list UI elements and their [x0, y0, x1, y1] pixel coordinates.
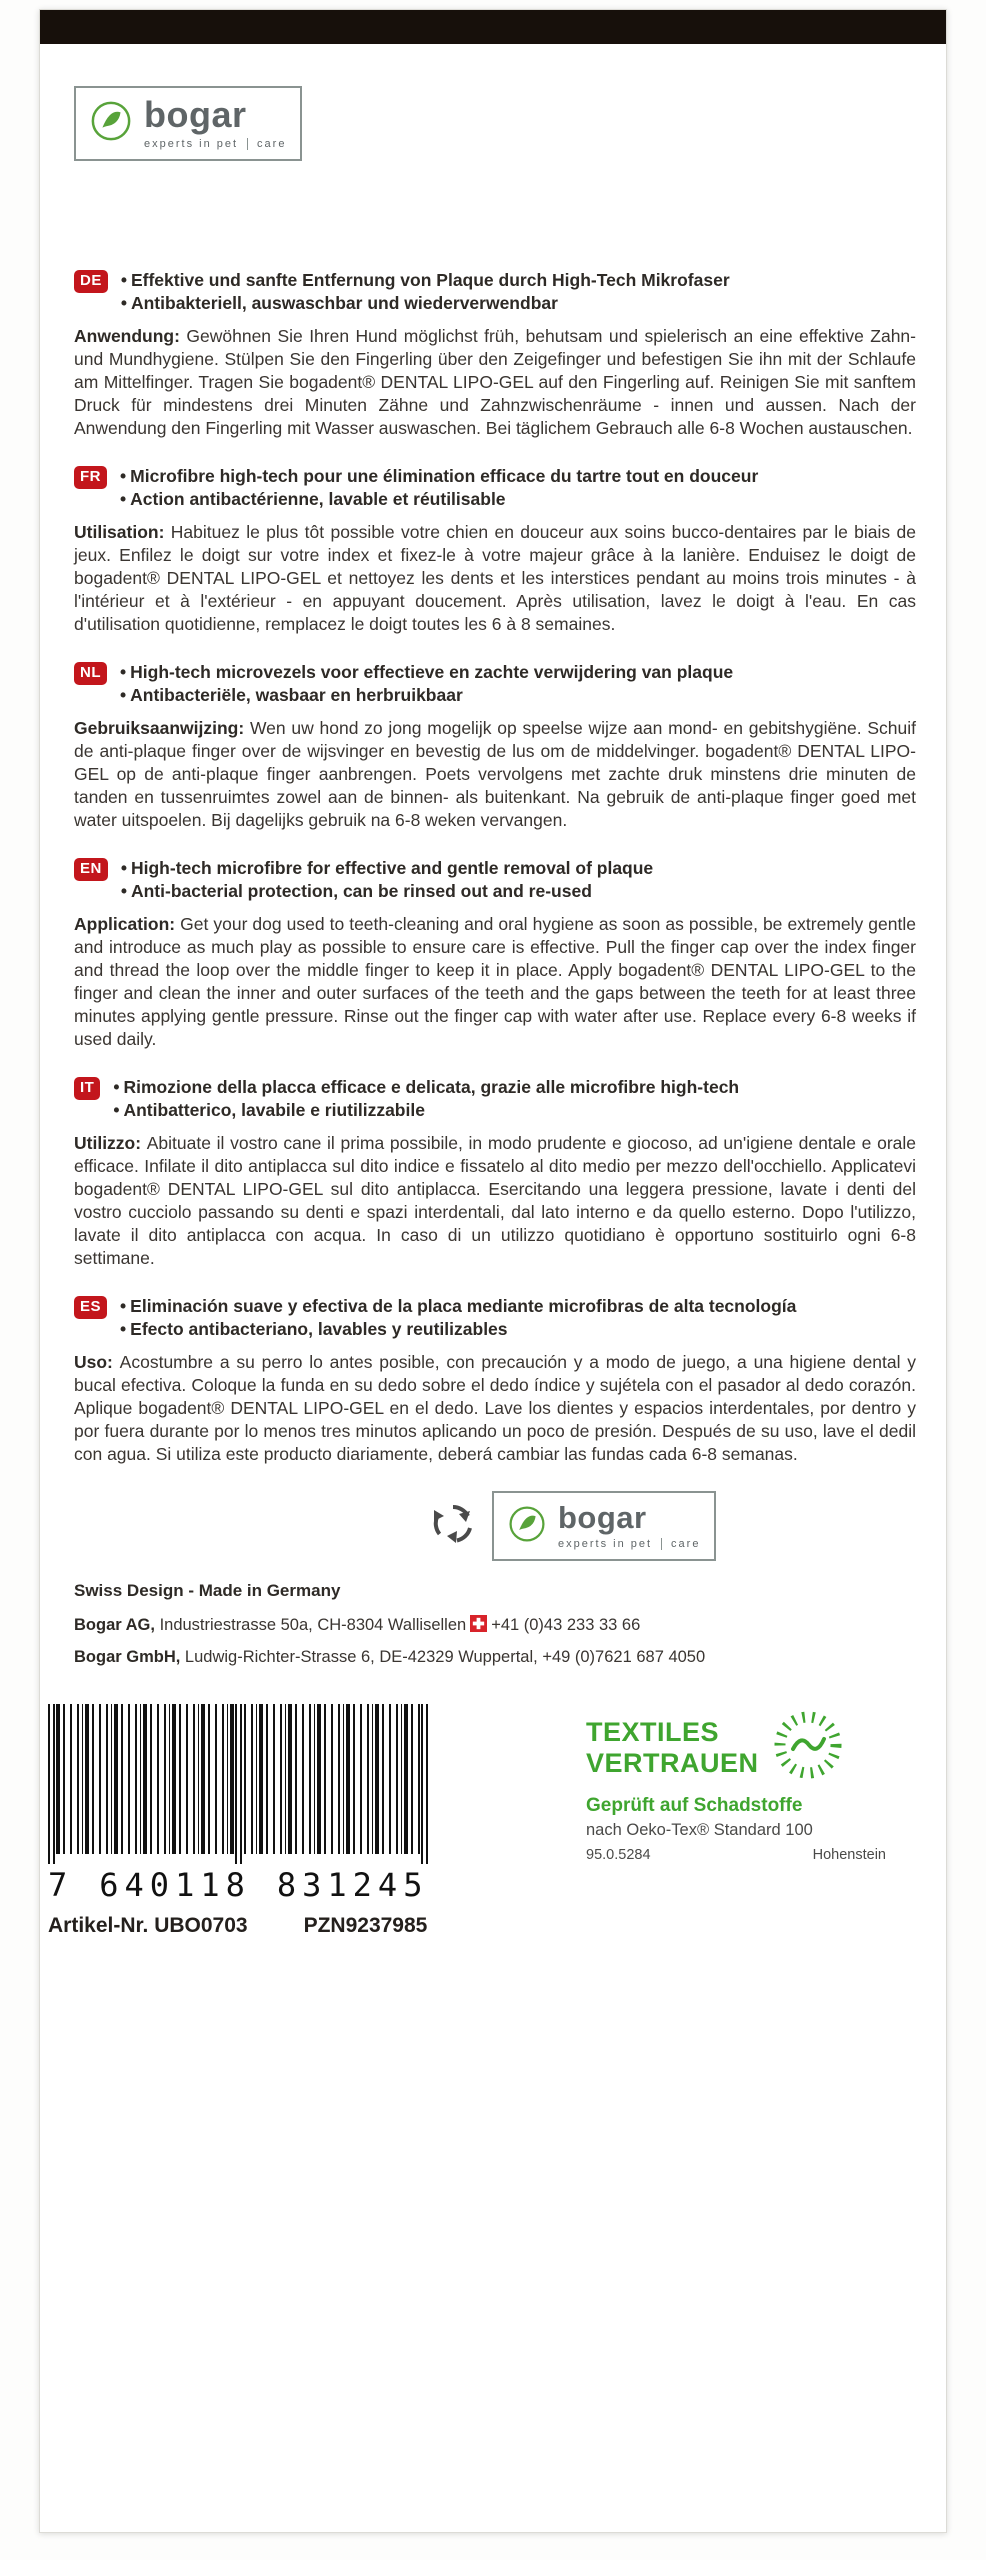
bullet-list: [121, 269, 730, 315]
barcode-digit-group: 831245: [276, 1866, 429, 1904]
brand-tagline-left: experts in pet: [558, 1538, 653, 1550]
language-section-en: [74, 857, 916, 1051]
bullet-dot: •: [120, 685, 127, 705]
bullet-dot: •: [120, 489, 127, 509]
usage-body: Habituez le plus tôt possible votre chien en douceur aux soins bucco-dentaires par le biais de jeux. Enfilez le doigt sur votre index et fixez-le à votre majeur grâce à la lanière. Enduisez le doigt de bogadent® DENTAL LIPO-GEL et nettoyez les dents et les interstices pendant au moins trois minutes - à l'intérieur et à l'extérieur - en appuyant doucement. Après utilisation, lavez le doigt à l'eau. En cas d'utilisation quotidienne, remplacez le doigt toutes les 6 à 8 semaines.: [74, 522, 916, 634]
bullet-list: [120, 1295, 796, 1341]
language-section-fr: [74, 465, 916, 636]
bullet-dot: •: [120, 662, 127, 682]
bullet-line: [113, 1099, 739, 1122]
bottom-row: [48, 1704, 916, 1938]
bullet-dot: •: [113, 1077, 120, 1097]
bullet-text: Microfibre high-tech pour une élimination efficace du tartre tout en douceur: [130, 466, 759, 486]
oeko-tex-header: [586, 1708, 916, 1787]
usage-body: Acostumbre a su perro lo antes posible, con precaución y a modo de juego, a una higiene dental y bucal efectiva. Coloque la funda en su dedo sobre el dedo índice y sujétela con el pasador al dedo corazón. Aplique bogadent® DENTAL LIPO-GEL en el dedo. Lave los dientes y espacios interdentales, por dentro y por fuera durante por lo menos tres minutos aplicando un poco de presión. Después de su uso, lave el dedil con agua. Si utiliza este producto diariamente, deberá cambiar las fundas cada 6-8 semanas.: [74, 1352, 916, 1464]
oeko-tex-title-line2: VERTRAUEN: [586, 1747, 759, 1778]
bullet-text: Effektive und sanfte Entfernung von Plaque durch High-Tech Mikrofaser: [130, 270, 730, 290]
usage-paragraph: [74, 1351, 916, 1466]
brand-name: bogar: [144, 94, 247, 135]
origin-line: Swiss Design - Made in Germany: [74, 1581, 341, 1600]
sunburst-icon: [771, 1708, 845, 1787]
language-badge: ES: [74, 1296, 107, 1319]
pzn-number: PZN9237985: [303, 1914, 428, 1937]
barcode-digit-group: 640118: [99, 1866, 251, 1904]
oeko-tex-label: [586, 1704, 916, 1863]
bullet-line: [120, 1318, 796, 1341]
usage-heading: Utilisation:: [74, 522, 171, 542]
bullet-text: Anti-bacterial protection, can be rinsed out and re-used: [130, 881, 592, 901]
bullets-row: [74, 1076, 916, 1122]
recycle-icon: [430, 1501, 476, 1552]
usage-paragraph: [74, 717, 916, 832]
language-badge: IT: [74, 1077, 100, 1100]
brand-tagline-right: care: [671, 1538, 701, 1550]
bullet-line: [121, 292, 730, 315]
bullets-row: [74, 465, 916, 511]
usage-heading: Utilizzo:: [74, 1133, 147, 1153]
bullet-line: [120, 1295, 796, 1318]
usage-paragraph: [74, 913, 916, 1051]
usage-body: Wen uw hond zo jong mogelijk op speelse wijze aan mond- en gebitshygiëne. Schuif de anti-plaque finger over de wijsvinger en bevestig de lus om de middelvinger. bogadent® DENTAL LIPO-GEL op de anti-plaque finger aanbrengen. Poets vervolgens met zachte druk minstens drie minuten de tanden en tussenruimtes zowel aan de binnen- als buitenkant. Na gebruik de anti-plaque finger goed met water uitspoelen. Bij dagelijks gebruik na 6-8 weken vervangen.: [74, 718, 916, 830]
bullet-text: High-tech microfibre for effective and gentle removal of plaque: [130, 858, 654, 878]
company-address-1: [74, 1613, 946, 1640]
bullet-dot: •: [120, 1296, 127, 1316]
bullet-line: [120, 661, 733, 684]
usage-body: Gewöhnen Sie Ihren Hund möglichst früh, behutsam und spielerisch an eine effektive Zahn- und Mundhygiene. Stülpen Sie den Fingerling über den Zeigefinger und befestigen Sie ihn mit der Schlaufe am Mittelfinger. Tragen Sie bogadent® DENTAL LIPO-GEL auf den Fingerling auf. Reinigen Sie mit sanftem Druck für mindestens drei Minuten Zähne und Zahnzwischenräume - innen und aussen. Nach der Anwendung den Fingerling mit Wasser auswaschen. Bei täglichem Gebrauch alle 6-8 Wochen austauschen.: [74, 326, 916, 438]
bullet-line: [121, 880, 653, 903]
brand-tagline: [144, 138, 286, 150]
swiss-flag-icon: [470, 1615, 487, 1640]
oeko-tex-footer: [586, 1847, 886, 1863]
usage-body: Get your dog used to teeth-cleaning and oral hygiene as soon as possible, be extremely gentle and introduce as much play as possible to ensure care is effective. Pull the finger cap over the index finger and thread the loop over the middle finger to keep it in place. Apply bogadent® DENTAL LIPO-GEL to the finger and clean the inner and outer surfaces of the teeth and the gaps between the teeth for at least three minutes applying gentle pressure. Rinse out the finger cap with water after use. Replace every 6-8 weeks if used daily.: [74, 914, 916, 1049]
company-address-2: [74, 1645, 946, 1670]
barcode: [48, 1704, 458, 1938]
bullet-dot: •: [120, 270, 127, 290]
bullet-text: Antibatterico, lavabile e riutilizzabile: [123, 1100, 425, 1120]
bullet-text: Antibacteriële, wasbaar en herbruikbaar: [130, 685, 463, 705]
language-badge: NL: [74, 662, 107, 685]
bullet-dot: •: [120, 858, 127, 878]
bullet-line: [113, 1076, 739, 1099]
bullet-dot: •: [120, 881, 127, 901]
bullet-text: High-tech microvezels voor effectieve en zachte verwijdering van plaque: [130, 662, 734, 682]
company-street: Ludwig-Richter-Strasse 6, DE-42329 Wuppertal,: [180, 1648, 538, 1666]
company-name: Bogar GmbH,: [74, 1648, 181, 1666]
usage-heading: Anwendung:: [74, 326, 187, 346]
bullets-row: [74, 269, 916, 315]
bullet-line: [120, 465, 758, 488]
usage-heading: Gebruiksaanwijzing:: [74, 718, 250, 738]
bullet-text: Antibakteriell, auswaschbar und wiederverwendbar: [130, 293, 558, 313]
company-phone: +49 (0)7621 687 4050: [542, 1648, 706, 1666]
company-name: Bogar AG,: [74, 1616, 155, 1634]
bullet-text: Rimozione della placca efficace e delicata, grazie alle microfibre high-tech: [123, 1077, 740, 1097]
brand-logo-text: [144, 94, 287, 150]
barcode-guard: [235, 1704, 242, 1864]
usage-body: Abituate il vostro cane il prima possibile, in modo prudente e giocoso, ad un'igiene dentale e orale efficace. Infilate il dito antiplacca sul dito indice e fissatelo al dito medio per mezzo dell'occhiello. Applicatevi bogadent® DENTAL LIPO-GEL sul dito antiplacca. Esercitando una leggera pressione, lavate i denti del vostro cucciolo passando su denti e spazi interdentali, dal lato interno e da quello esterno. Dopo l'utilizzo, lavate il dito antiplacca con acqua. In caso di un utilizzo quotidiano è opportuno sostituirlo ogni 6-8 settimane.: [74, 1133, 917, 1268]
usage-paragraph: [74, 1132, 916, 1270]
bullet-dot: •: [120, 293, 127, 313]
bullet-dot: •: [120, 1319, 127, 1339]
tagline-divider: [661, 1538, 662, 1550]
language-section-it: [74, 1076, 916, 1270]
usage-heading: Application:: [74, 914, 181, 934]
brand-tagline-right: care: [257, 138, 287, 150]
bullet-list: [113, 1076, 739, 1122]
brand-name: bogar: [558, 1500, 647, 1535]
language-badge: FR: [74, 466, 107, 489]
bullet-line: [121, 857, 653, 880]
language-section-de: [74, 269, 916, 440]
brand-logo: [492, 1491, 716, 1561]
hanger-bar: [40, 10, 946, 44]
bullets-row: [74, 661, 916, 707]
oeko-tex-title: [586, 1717, 759, 1779]
bullets-row: [74, 1295, 916, 1341]
oeko-tex-number: 95.0.5284: [586, 1847, 651, 1863]
company-phone: +41 (0)43 233 33 66: [491, 1616, 641, 1634]
language-section-nl: [74, 661, 916, 832]
language-badge: DE: [74, 270, 108, 293]
leaf-icon: [508, 1505, 546, 1548]
bullet-text: Eliminación suave y efectiva de la placa mediante microfibras de alta tecnología: [130, 1296, 797, 1316]
packaging-back-panel: [39, 9, 947, 2533]
barcode-digits: [48, 1866, 428, 1904]
bullets-row: [74, 857, 916, 903]
tagline-divider: [247, 138, 248, 150]
footer-brand-row: [430, 1491, 946, 1561]
brand-tagline: [558, 1538, 700, 1550]
bullet-dot: •: [120, 466, 127, 486]
brand-tagline-left: experts in pet: [144, 138, 239, 150]
brand-logo-text: [558, 1502, 700, 1550]
usage-heading: Uso:: [74, 1352, 120, 1372]
bullet-list: [120, 465, 758, 511]
bullet-list: [120, 661, 733, 707]
article-row: [48, 1914, 458, 1938]
barcode-bars: [48, 1704, 428, 1854]
bullet-line: [120, 488, 758, 511]
oeko-tex-title-line1: TEXTILES: [586, 1716, 720, 1747]
language-section-es: [74, 1295, 916, 1466]
company-street: Industriestrasse 50a, CH-8304 Wallisellen: [154, 1616, 467, 1634]
usage-paragraph: [74, 325, 916, 440]
sections-container: [74, 269, 916, 1466]
bullet-list: [121, 857, 653, 903]
bullet-line: [121, 269, 730, 292]
usage-paragraph: [74, 521, 916, 636]
barcode-digit-group: 7: [48, 1866, 74, 1904]
bullet-dot: •: [113, 1100, 120, 1120]
oeko-tex-institute: Hohenstein: [812, 1847, 886, 1863]
article-number: Artikel-Nr. UBO0703: [48, 1914, 248, 1937]
bullet-text: Action antibactérienne, lavable et réutilisable: [130, 489, 506, 509]
brand-logo: [74, 86, 302, 161]
leaf-icon: [90, 100, 132, 147]
bullet-line: [120, 684, 733, 707]
bullet-text: Efecto antibacteriano, lavables y reutilizables: [130, 1319, 508, 1339]
oeko-tex-standard: nach Oeko-Tex® Standard 100: [586, 1821, 813, 1839]
language-badge: EN: [74, 858, 108, 881]
oeko-tex-claim: Geprüft auf Schadstoffe: [586, 1795, 803, 1816]
